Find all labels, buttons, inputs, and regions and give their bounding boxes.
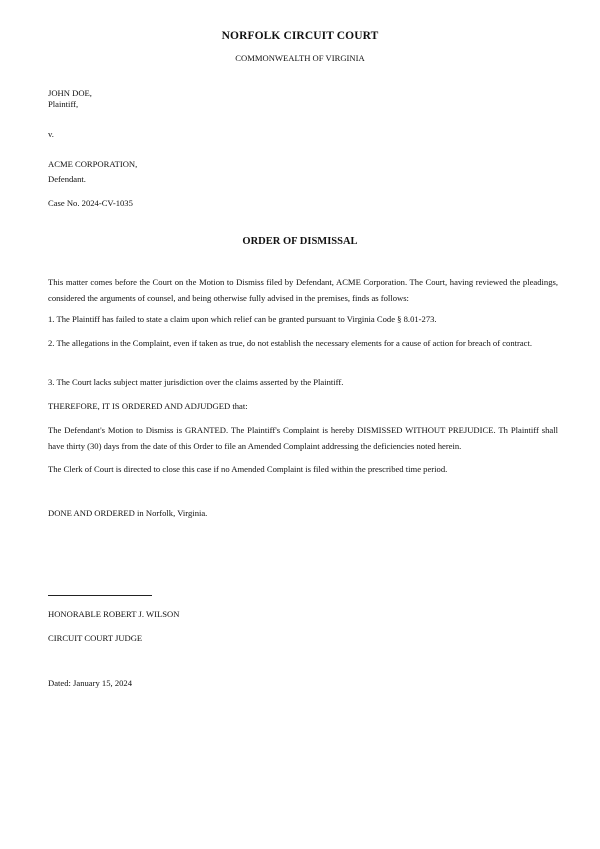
case-number: Case No. 2024-CV-1035 <box>48 198 133 208</box>
court-name: NORFOLK CIRCUIT COURT <box>221 30 379 42</box>
plaintiff-role: Plaintiff, <box>48 99 79 109</box>
plaintiff-name: JOHN DOE, <box>48 88 92 98</box>
judge-name: HONORABLE ROBERT J. WILSON <box>48 609 180 619</box>
therefore-clause: THEREFORE, IT IS ORDERED AND ADJUDGED that: <box>48 401 248 411</box>
ruling-paragraph: The Defendant's Motion to Dismiss is GRANTED. The Plaintiff's Complaint is hereby DISMISSED WITHOUT PREJUDICE. Th Plaintiff shall have thirty (30) days from the date of this Order to file an Amended Complaint addressing the deficiencies noted herein. <box>48 425 558 451</box>
finding-3: 3. The Court lacks subject matter jurisdiction over the claims asserted by the Plaintiff. <box>48 377 344 387</box>
defendant-role: Defendant. <box>48 174 86 184</box>
clerk-directive: The Clerk of Court is directed to close this case if no Amended Complaint is filed within the prescribed time period. <box>48 464 448 474</box>
defendant-name: ACME CORPORATION, <box>48 159 138 169</box>
versus-label: v. <box>48 129 54 139</box>
finding-2: 2. The allegations in the Complaint, even if taken as true, do not establish the necessary elements for a cause of action for breach of contract. <box>48 338 533 348</box>
finding-1: 1. The Plaintiff has failed to state a claim upon which relief can be granted pursuant to Virginia Code § 8.01-273. <box>48 314 437 324</box>
jurisdiction: COMMONWEALTH OF VIRGINIA <box>235 53 365 63</box>
judge-title: CIRCUIT COURT JUDGE <box>48 633 143 643</box>
dated-line: Dated: January 15, 2024 <box>48 678 133 688</box>
intro-paragraph: This matter comes before the Court on the Motion to Dismiss filed by Defendant, ACME Corporation. The Court, having reviewed the pleadings, considered the arguments of counsel, and being otherwise fully advised in the premises, finds as follows: <box>48 277 558 303</box>
signature-line <box>48 595 152 596</box>
order-title: ORDER OF DISMISSAL <box>242 236 358 247</box>
done-and-ordered: DONE AND ORDERED in Norfolk, Virginia. <box>48 508 208 518</box>
